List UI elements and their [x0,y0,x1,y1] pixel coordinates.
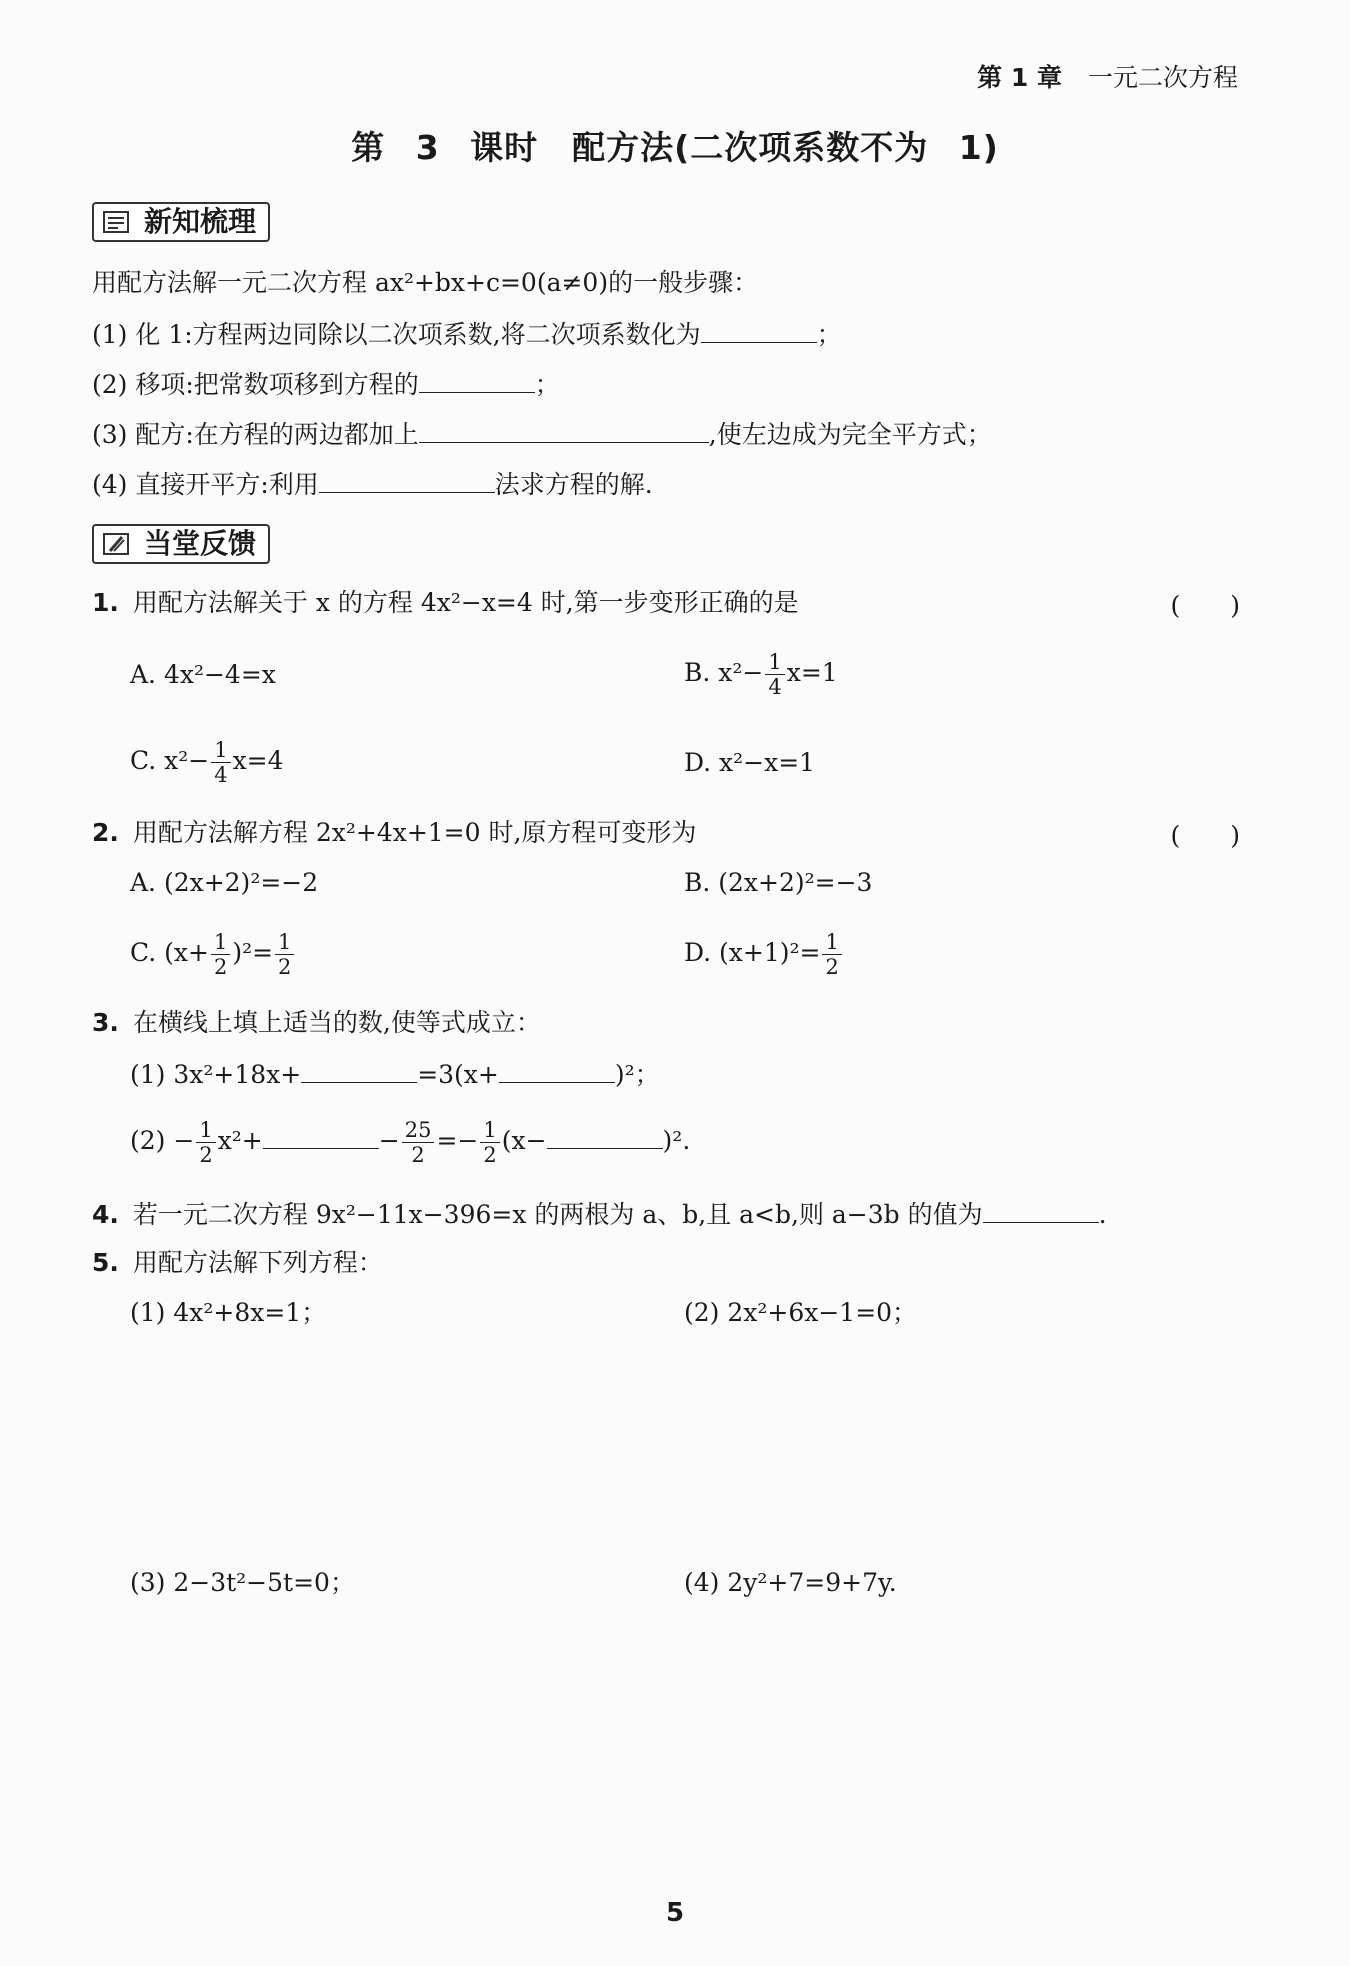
q5-part-3: (3) 2−3t²−5t=0； [130,1568,355,1597]
answer-blank[interactable] [419,416,709,443]
question-4 [92,1196,1107,1232]
part-text: )². [662,1126,691,1155]
option-text: x=1 [786,658,838,687]
question-text: 用配方法解关于 x 的方程 4x²−x=4 时,第一步变形正确的是 [132,588,799,617]
part-text: x²+ [217,1126,263,1155]
q3-part-2 [130,1118,690,1167]
fraction [211,930,230,979]
step-2 [92,366,560,402]
step-text: ； [534,370,560,399]
book-icon [102,209,130,235]
question-number: 5. [92,1248,119,1277]
option-a[interactable]: A. (2x+2)²=−2 [130,868,319,897]
question-3 [92,1006,541,1040]
option-d[interactable] [684,930,844,979]
fraction [275,930,294,979]
question-text: 用配方法解方程 2x²+4x+1=0 时,原方程可变形为 [132,818,697,847]
question-number: 4. [92,1200,119,1229]
fraction [196,1118,215,1167]
numerator: 1 [822,930,841,955]
section-new-knowledge [92,202,270,242]
answer-blank[interactable] [319,466,495,493]
chapter-header [977,58,1238,94]
option-b[interactable] [684,650,838,699]
option-c[interactable] [130,738,284,787]
question-1 [92,586,799,620]
step-text: ,使左边成为完全平方式； [708,420,992,449]
option-text: B. x²− [684,658,764,687]
denominator: 2 [411,1143,425,1167]
chapter-title: 一元二次方程 [1087,63,1238,92]
answer-blank[interactable] [419,366,535,393]
question-text: 若一元二次方程 9x²−11x−396=x 的两根为 a、b,且 a<b,则 a−3b 的值为 [132,1200,983,1229]
option-text: C. (x+ [130,938,209,967]
part-text: )²； [614,1060,660,1089]
numerator: 25 [402,1118,435,1143]
steps-intro: 用配方法解一元二次方程 ax²+bx+c=0(a≠0)的一般步骤： [92,268,759,297]
step-text: ； [816,320,842,349]
part-text: (x− [501,1126,547,1155]
question-5 [92,1246,383,1280]
step-text: 法求方程的解. [494,470,653,499]
answer-blank[interactable] [301,1056,417,1083]
numerator: 1 [211,738,230,763]
option-text: )²= [232,938,274,967]
question-number: 3. [92,1008,119,1037]
denominator: 2 [825,955,839,979]
step-3 [92,416,992,452]
chapter-number: 第 1 章 [977,63,1062,92]
option-text: x=4 [232,746,284,775]
option-c[interactable] [130,930,296,979]
section-label: 当堂反馈 [144,527,257,560]
denominator: 2 [483,1143,497,1167]
numerator: 1 [275,930,294,955]
answer-blank[interactable] [983,1196,1099,1223]
answer-bracket[interactable]: ( ) [1170,591,1240,620]
step-4 [92,466,653,502]
denominator: 2 [278,955,292,979]
question-text: . [1098,1200,1107,1229]
pencil-icon [102,531,130,557]
option-text: C. x²− [130,746,210,775]
numerator: 1 [480,1118,499,1143]
answer-bracket[interactable]: ( ) [1170,821,1240,850]
question-2 [92,816,696,850]
question-number: 2. [92,818,119,847]
q5-part-4: (4) 2y²+7=9+7y. [684,1568,897,1597]
question-text: 用配方法解下列方程： [132,1248,383,1277]
option-a[interactable]: A. 4x²−4=x [130,660,276,689]
part-text: (1) 3x²+18x+ [130,1060,302,1089]
page-number: 5 [665,1898,685,1928]
denominator: 4 [214,763,228,787]
part-text: − [378,1126,400,1155]
lesson-title: 第 3 课时 配方法(二次项系数不为 1) [351,128,999,167]
answer-blank[interactable] [701,316,817,343]
step-text: (2) 移项:把常数项移到方程的 [92,370,419,399]
question-text: 在横线上填上适当的数,使等式成立： [132,1008,541,1037]
option-d[interactable]: D. x²−x=1 [684,748,816,777]
option-text: D. (x+1)²= [684,938,821,967]
denominator: 4 [768,675,782,699]
step-1 [92,316,842,352]
step-text: (4) 直接开平方:利用 [92,470,319,499]
answer-blank[interactable] [499,1056,615,1083]
numerator: 1 [765,650,784,675]
section-label: 新知梳理 [144,205,257,238]
fraction [211,738,230,787]
step-text: (3) 配方:在方程的两边都加上 [92,420,419,449]
numerator: 1 [196,1118,215,1143]
answer-blank[interactable] [263,1122,379,1149]
fraction [402,1118,435,1167]
q5-part-2: (2) 2x²+6x−1=0； [684,1298,918,1327]
denominator: 2 [199,1143,213,1167]
part-text: =− [436,1126,479,1155]
section-class-feedback [92,524,270,564]
q5-part-1: (1) 4x²+8x=1； [130,1298,327,1327]
numerator: 1 [211,930,230,955]
part-text: =3(x+ [417,1060,499,1089]
step-text: (1) 化 1:方程两边同除以二次项系数,将二次项系数化为 [92,320,701,349]
fraction [480,1118,499,1167]
answer-blank[interactable] [547,1122,663,1149]
fraction [765,650,784,699]
denominator: 2 [213,955,228,979]
option-b[interactable]: B. (2x+2)²=−3 [684,868,873,897]
part-text: (2) − [130,1126,195,1155]
q3-part-1 [130,1056,660,1092]
fraction [822,930,841,979]
question-number: 1. [92,588,119,617]
